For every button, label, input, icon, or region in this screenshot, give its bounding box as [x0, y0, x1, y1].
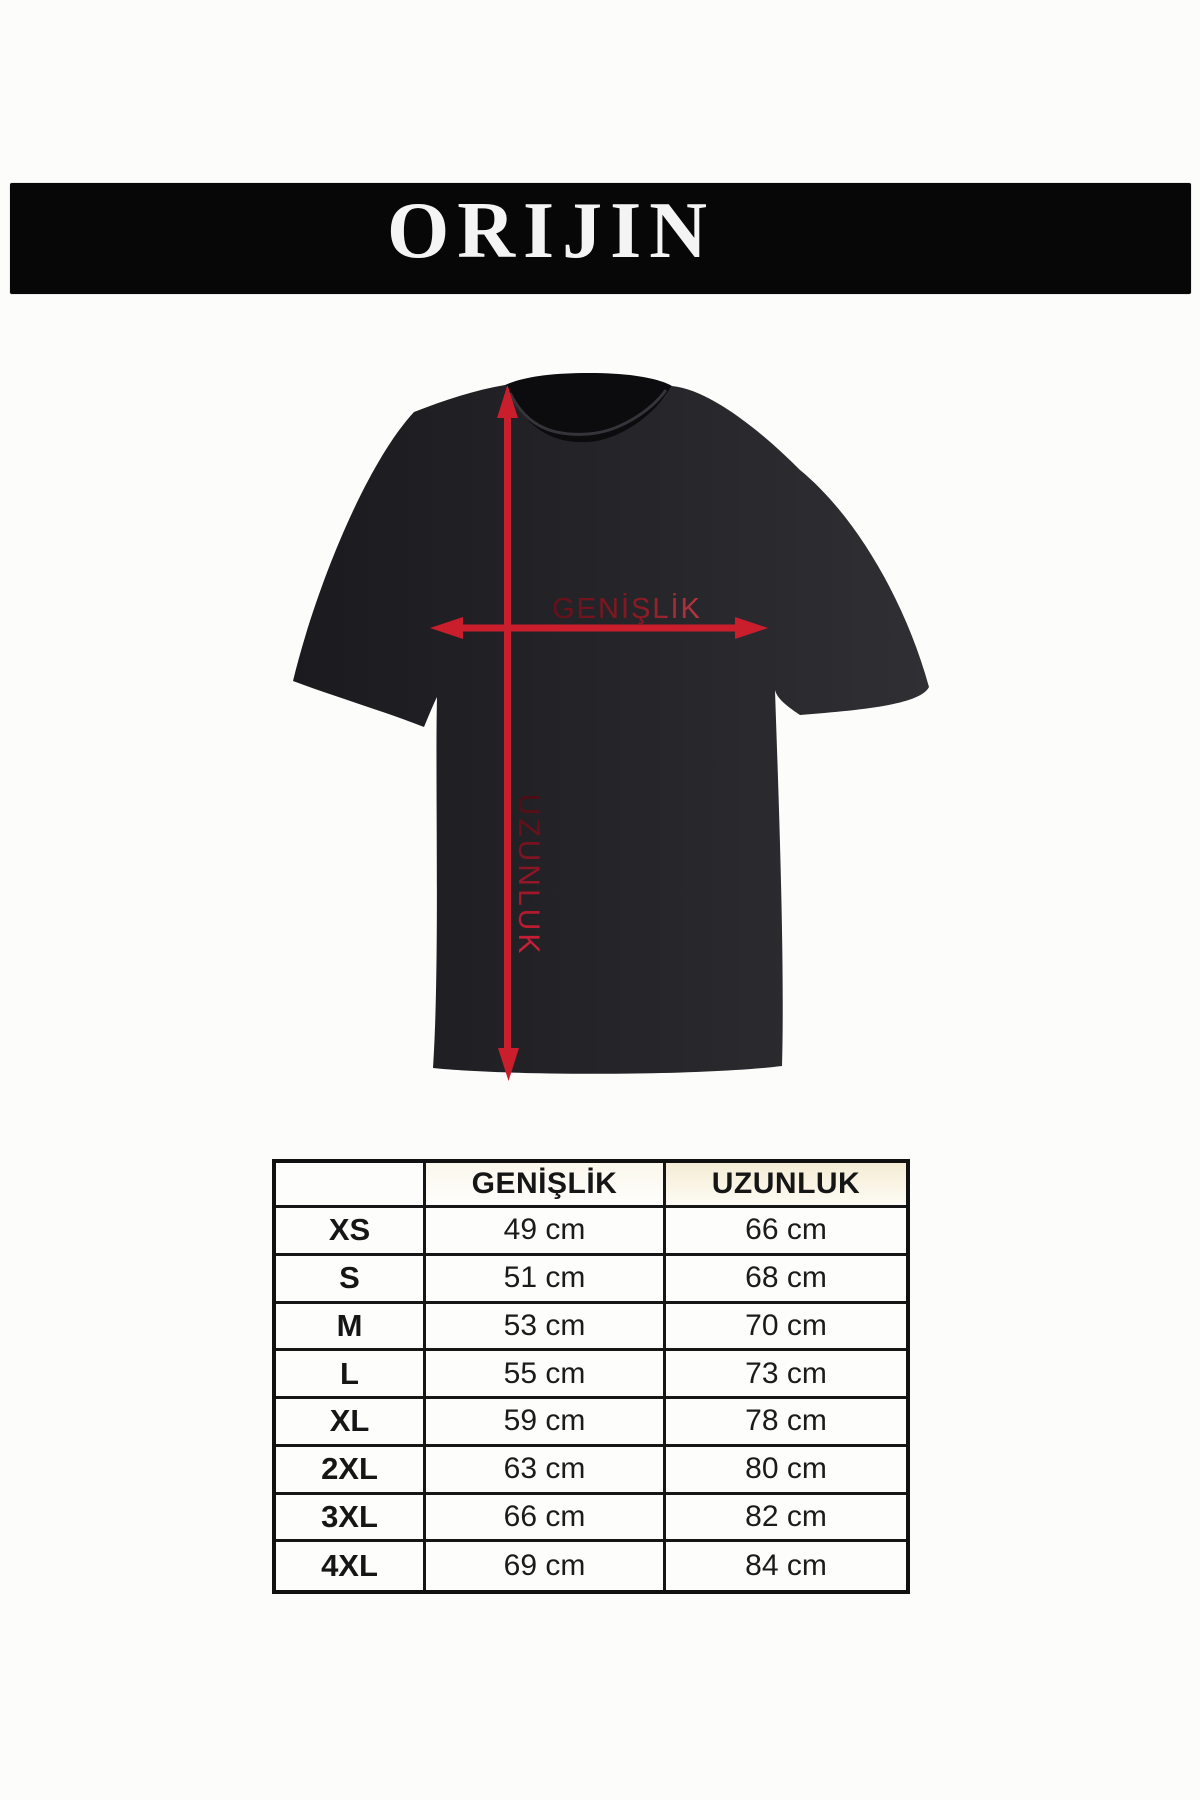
length-cell: 73 cm [666, 1351, 906, 1399]
tshirt-silhouette [293, 385, 929, 1074]
length-cell: 78 cm [666, 1399, 906, 1447]
length-cell: 82 cm [666, 1495, 906, 1543]
width-cell: 55 cm [426, 1351, 666, 1399]
size-cell: 4XL [276, 1542, 426, 1590]
size-table [272, 1159, 910, 1594]
length-label: UZUNLUK [512, 793, 545, 957]
width-cell: 53 cm [426, 1304, 666, 1352]
width-cell: 51 cm [426, 1256, 666, 1304]
length-column-header: UZUNLUK [666, 1163, 906, 1208]
size-table-corner-cell [276, 1163, 426, 1208]
length-cell: 84 cm [666, 1542, 906, 1590]
width-cell: 59 cm [426, 1399, 666, 1447]
size-cell: 3XL [276, 1495, 426, 1543]
size-diagram [270, 360, 950, 1100]
width-cell: 49 cm [426, 1208, 666, 1256]
size-cell: S [276, 1256, 426, 1304]
length-cell: 68 cm [666, 1256, 906, 1304]
size-cell: 2XL [276, 1447, 426, 1495]
width-cell: 63 cm [426, 1447, 666, 1495]
width-label: GENİŞLİK [552, 593, 702, 625]
length-cell: 66 cm [666, 1208, 906, 1256]
brand-logo: ORIJIN [386, 187, 716, 275]
width-cell: 66 cm [426, 1495, 666, 1543]
length-cell: 80 cm [666, 1447, 906, 1495]
width-column-header: GENİŞLİK [426, 1163, 666, 1208]
size-cell: L [276, 1351, 426, 1399]
size-cell: XS [276, 1208, 426, 1256]
size-cell: XL [276, 1399, 426, 1447]
length-cell: 70 cm [666, 1304, 906, 1352]
size-cell: M [276, 1304, 426, 1352]
width-cell: 69 cm [426, 1542, 666, 1590]
